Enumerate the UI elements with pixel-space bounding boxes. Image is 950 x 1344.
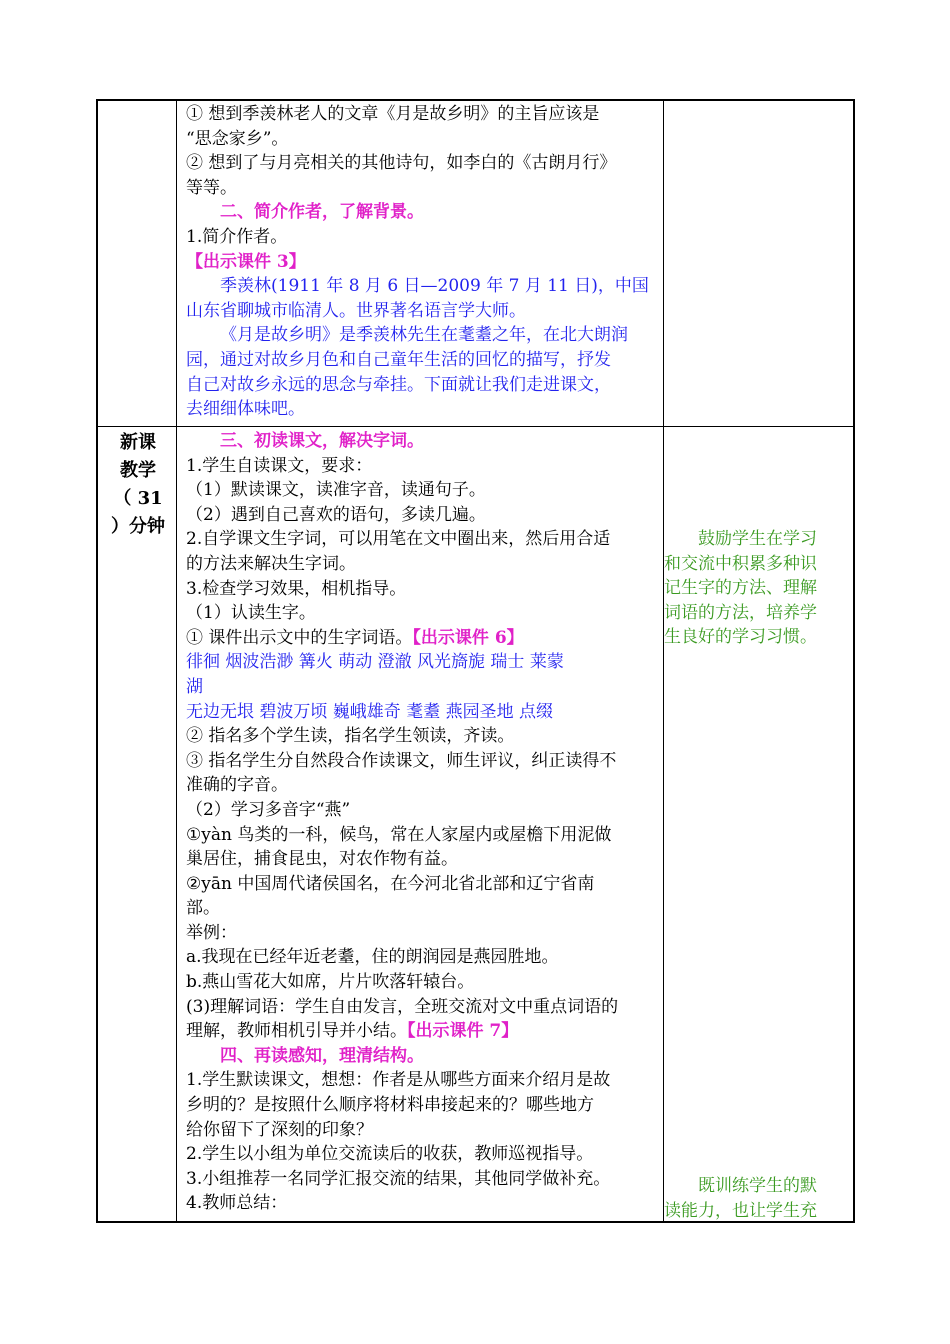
text-line: （1）默读课文，读准字音，读通句子。 — [186, 480, 486, 501]
section-heading-2: 二、简介作者，了解背景。 — [220, 202, 424, 223]
text-line: (3)理解词语：学生自由发言，全班交流对文中重点词语的 — [186, 996, 619, 1017]
text-line: （2）学习多音字“燕” — [186, 799, 351, 820]
courseware-tag-7: 【出示课件 7】 — [407, 1021, 519, 1042]
text-line: 1.学生默读课文，想想：作者是从哪些方面来介绍月是故 — [186, 1070, 611, 1091]
author-intro-line: 季羡林(1911 年 8 月 6 日—2009 年 7 月 11 日)，中国 — [220, 276, 649, 297]
text-line: 3.检查学习效果，相机指导。 — [186, 578, 407, 599]
section-heading-4: 四、再读感知，理清结构。 — [220, 1045, 424, 1066]
lesson-plan-table — [96, 99, 855, 1223]
design-note-2: 既训练学生的默 读能力，也让学生充 — [664, 1176, 817, 1221]
author-intro-line: 山东省聊城市临清人。世界著名语言学大师。 — [186, 300, 526, 321]
lesson-content-cell — [186, 429, 618, 1216]
text-line: 巢居住，捕食昆虫，对农作物有益。 — [186, 849, 458, 870]
text-line: ①yàn 鸟类的一科，候鸟，常在人家屋内或屋檐下用泥做 — [186, 824, 612, 845]
top-content-cell — [186, 102, 649, 422]
text-line: 1.简介作者。 — [186, 226, 288, 247]
text-line: a.我现在已经年近老耋，住的朗润园是燕园胜地。 — [186, 947, 559, 968]
text-line: 举例： — [186, 922, 237, 943]
row-divider — [98, 426, 853, 427]
text-line: ② 指名多个学生读，指名学生领读，齐读。 — [186, 726, 515, 747]
stage-label: 新课 教学 （ 31 ）分钟 — [111, 432, 165, 537]
text-line: 2.学生以小组为单位交流读后的收获，教师巡视指导。 — [186, 1144, 594, 1165]
text-line: 给你留下了深刻的印象？ — [186, 1119, 373, 1140]
text-line: 4.教师总结： — [186, 1193, 288, 1214]
text-line: 准确的字音。 — [186, 775, 288, 796]
vocab-line: 湖 — [186, 676, 203, 697]
text-line: 的方法来解决生字词。 — [186, 553, 356, 574]
design-note-1: 鼓励学生在学习 和交流中积累多种识 记生字的方法、理解 词语的方法，培养学 生良好的学习习惯。 — [664, 529, 817, 648]
text-line: （2）遇到自己喜欢的语句，多读几遍。 — [186, 504, 486, 525]
text-line: ① 想到季羡林老人的文章《月是故乡明》的主旨应该是 — [186, 104, 600, 124]
article-intro-line: 去细细体味吧。 — [186, 399, 305, 420]
courseware-tag-6: 【出示课件 6】 — [412, 627, 524, 648]
text-line: （1）认读生字。 — [186, 603, 316, 624]
text-line: 乡明的？是按照什么顺序将材料串接起来的？哪些地方 — [186, 1095, 594, 1116]
text-line: ② 想到了与月亮相关的其他诗句，如李白的《古朗月行》 — [186, 153, 617, 174]
text-line: ②yān 中国周代诸侯国名，在今河北省北部和辽宁省南 — [186, 873, 595, 894]
courseware-tag-3: 【出示课件 3】 — [186, 251, 306, 272]
section-heading-3: 三、初读课文，解决字词。 — [220, 431, 424, 451]
article-intro-line: 自己对故乡永远的思念与牵挂。下面就让我们走进课文， — [186, 374, 611, 395]
text-line: 1.学生自读课文，要求： — [186, 455, 373, 476]
text-line: 部。 — [186, 898, 220, 919]
text-line: 2.自学课文生字词，可以用笔在文中圈出来，然后用合适 — [186, 529, 611, 550]
column-divider-2 — [663, 101, 664, 1221]
text-line: “思念家乡”。 — [186, 128, 289, 149]
text-line: 理解，教师相机引导并小结。【出示课件 7】 — [186, 1021, 519, 1042]
article-intro-line: 《月是故乡明》是季羡林先生在耄耋之年，在北大朗润 — [220, 325, 628, 346]
text-line: ③ 指名学生分自然段合作读课文，师生评议，纠正读得不 — [186, 750, 617, 771]
text-line: b.燕山雪花大如席，片片吹落轩辕台。 — [186, 972, 475, 993]
text-line: ① 课件出示文中的生字词语。【出示课件 6】 — [186, 627, 524, 648]
text-line: 3.小组推荐一名同学汇报交流的结果，其他同学做补充。 — [186, 1168, 611, 1189]
article-intro-line: 园，通过对故乡月色和自己童年生活的回忆的描写，抒发 — [186, 349, 611, 370]
vocab-line: 无边无垠 碧波万顷 巍峨雄奇 耄耋 燕园圣地 点缀 — [186, 701, 554, 722]
column-divider-1 — [176, 101, 177, 1221]
text-line: 等等。 — [186, 177, 237, 198]
vocab-line: 徘徊 烟波浩渺 篝火 萌动 澄澈 风光旖旎 瑞士 莱蒙 — [186, 652, 564, 673]
